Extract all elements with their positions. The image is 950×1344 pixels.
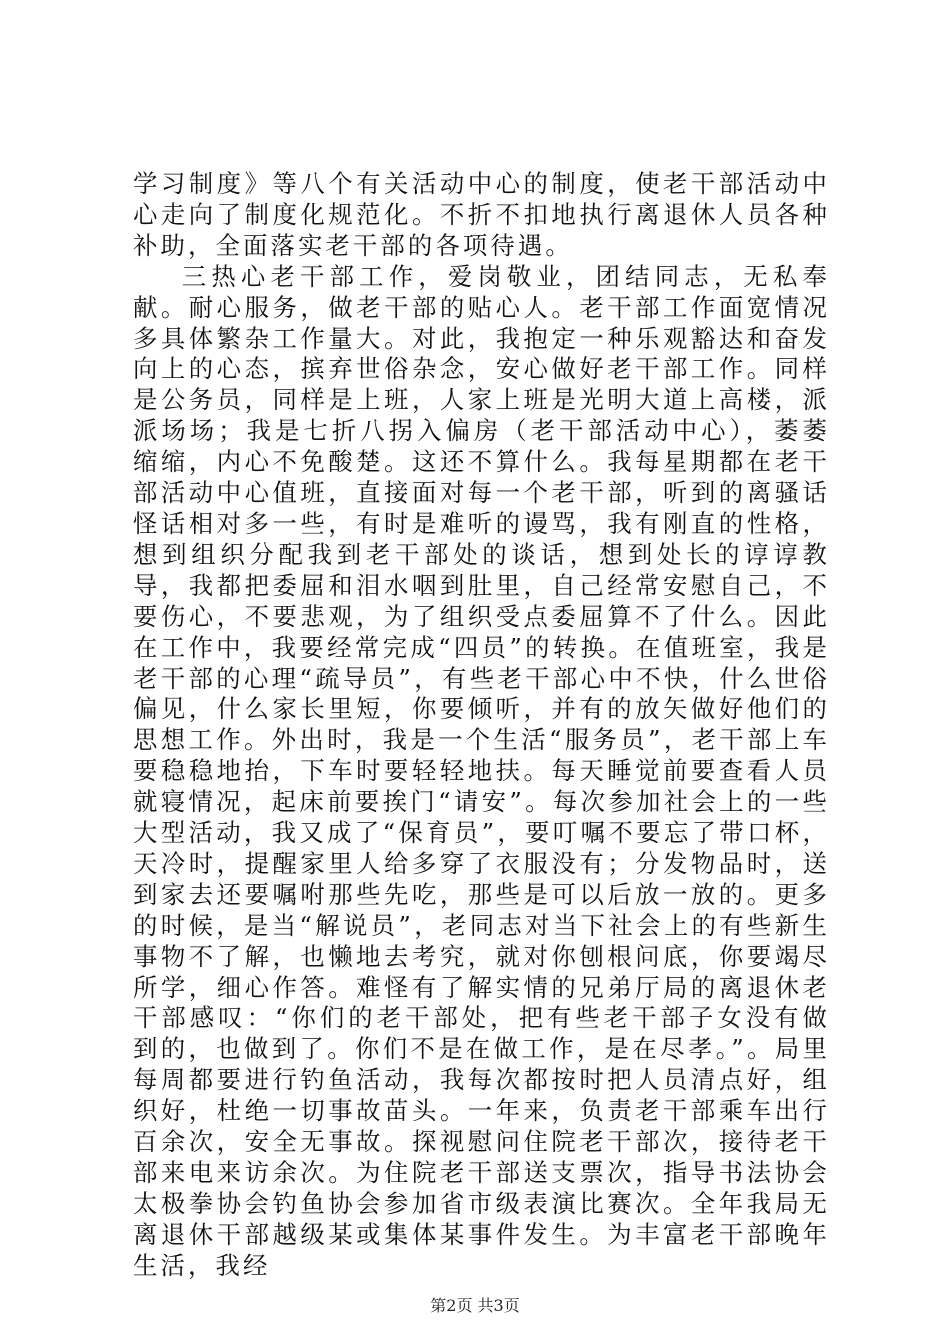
page-number-footer: 第2页 共3页 xyxy=(430,1296,520,1315)
paragraph-section-three: 三热心老干部工作，爱岗敬业，团结同志，无私奉献。耐心服务，做老干部的贴心人。老干部工作面宽情况多具体繁杂工作量大。对此，我抱定一种乐观豁达和奋发向上的心态，摈弃世俗杂念，安心做好老干部工作。同样是公务员，同样是上班，人家上班是光明大道上高楼，派派场场；我是七折八拐入偏房（老干部活动中心），萎萎缩缩，内心不免酸楚。这还不算什么。我每星期都在老干部活动中心值班，直接面对每一个老干部，听到的离骚话怪话相对多一些，有时是难听的谩骂，我有刚直的性格，想到组织分配我到老干部处的谈话，想到处长的谆谆教导，我都把委屈和泪水咽到肚里，自己经常安慰自己，不要伤心，不要悲观，为了组织受点委屈算不了什么。因此在工作中，我要经常完成“四员”的转换。在值班室，我是老干部的心理“疏导员”，有些老干部心中不快，什么世俗偏见，什么家长里短，你要倾听，并有的放矢做好他们的思想工作。外出时，我是一个生活“服务员”，老干部上车要稳稳地抬，下车时要轻轻地扶。每天睡觉前要查看人员就寝情况，起床前要挨门“请安”。每次参加社会上的一些大型活动，我又成了“保育员”，要叮嘱不要忘了带口杯，天冷时，提醒家里人给多穿了衣服没有；分发物品时，送到家去还要嘱咐那些先吃，那些是可以后放一放的。更多的时候，是当“解说员”，老同志对当下社会上的有些新生事物不了解，也懒地去考究，就对你刨根问底，你要竭尽所学，细心作答。难怪有了解实情的兄弟厅局的离退休老干部感叹：“你们的老干部处，把有些老干部子女没有做到的，也做到了。你们不是在做工作，是在尽孝。”。局里每周都要进行钓鱼活动，我每次都按时把人员清点好，组织好，杜绝一切事故苗头。一年来，负责老干部乘车出行百余次，安全无事故。探视慰问住院老干部次，接待老干部来电来访余次。为住院老干部送支票次，指导书法协会太极拳协会钓鱼协会参加省市级表演比赛次。全年我局无离退休干部越级某或集体某事件发生。为丰富老干部晚年生活，我经 xyxy=(133,261,830,1280)
document-body xyxy=(133,169,830,1282)
paragraph-continuation: 学习制度》等八个有关活动中心的制度，使老干部活动中心走向了制度化规范化。不折不扣地执行离退休人员各种补助，全面落实老干部的各项待遇。 xyxy=(133,169,830,260)
